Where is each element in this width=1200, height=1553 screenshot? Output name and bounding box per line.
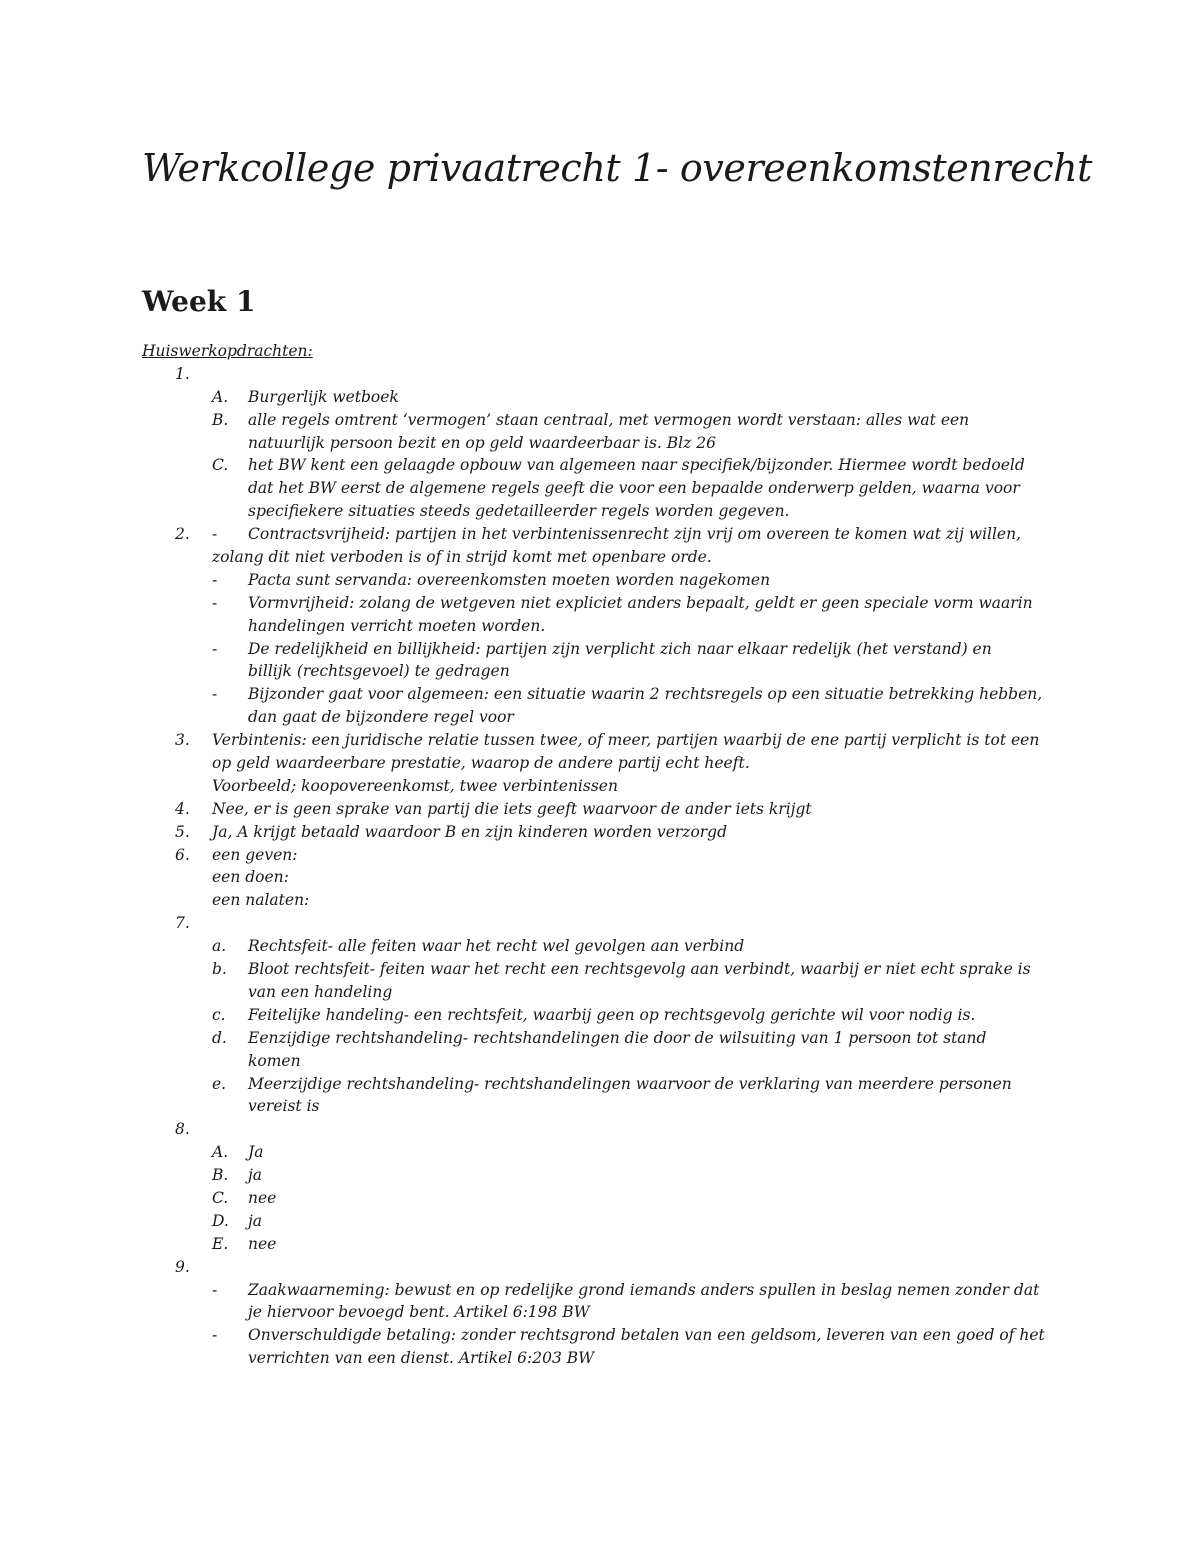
list-text: Onverschuldigde betaling: zonder rechtsgrond betalen van een geldsom, leveren van een goed of het xyxy=(248,1326,1045,1345)
list-text: je hiervoor bevoegd bent. Artikel 6:198 BW xyxy=(248,1303,590,1322)
answer-continued xyxy=(142,889,1072,912)
homework-heading xyxy=(142,340,1072,363)
list-item xyxy=(142,1004,1072,1027)
list-item xyxy=(142,1324,1072,1347)
answer-continued xyxy=(142,866,1072,889)
list-text-continued xyxy=(142,981,1072,1004)
answer-text: Contractsvrijheid: partijen in het verbintenissenrecht zijn vrij om overeen te komen wat zij willen, xyxy=(248,525,1022,544)
question-number: 4. xyxy=(175,799,190,818)
list-text: Feitelijke handeling- een rechtsfeit, waarbij geen op rechtsgevolg gerichte wil voor nodig is. xyxy=(248,1005,976,1024)
list-text: Zaakwaarneming: bewust en op redelijke grond iemands anders spullen in beslag nemen zonder dat xyxy=(248,1280,1040,1299)
answer-text: Voorbeeld; koopovereenkomst, twee verbintenissen xyxy=(212,776,618,795)
list-text: nee xyxy=(248,1234,277,1253)
list-marker: b. xyxy=(212,960,227,979)
answer-text: Verbintenis: een juridische relatie tussen twee, of meer, partijen waarbij de ene partij verplicht is tot een xyxy=(212,731,1040,750)
list-text: specifiekere situaties steeds gedetailleerder regels worden gegeven. xyxy=(248,502,790,521)
question-number: 9. xyxy=(175,1257,190,1276)
list-marker: - xyxy=(212,1326,218,1345)
question-number: 1. xyxy=(175,364,190,383)
list-text: ja xyxy=(248,1166,263,1185)
list-text-continued xyxy=(142,500,1072,523)
list-item xyxy=(142,569,1072,592)
list-item xyxy=(142,1279,1072,1302)
list-text: Meerzijdige rechtshandeling- rechtshandelingen waarvoor de verklaring van meerdere personen xyxy=(248,1074,1012,1093)
answer-text: een doen: xyxy=(212,868,289,887)
list-marker: C. xyxy=(212,456,229,475)
list-marker: - xyxy=(212,639,218,658)
answer-text: Nee, er is geen sprake van partij die iets geeft waarvoor de ander iets krijgt xyxy=(212,799,812,818)
list-item xyxy=(142,683,1072,706)
list-text-continued xyxy=(142,477,1072,500)
list-text-continued xyxy=(142,1347,1072,1370)
week-heading: Week 1 xyxy=(142,285,256,318)
list-text-continued xyxy=(142,660,1072,683)
list-marker: - xyxy=(212,570,218,589)
document-body xyxy=(142,340,1072,1370)
list-marker: A. xyxy=(212,387,229,406)
list-text-continued xyxy=(142,1301,1072,1324)
list-marker: a. xyxy=(212,937,227,956)
list-text: dat het BW eerst de algemene regels geeft die voor een bepaalde onderwerp gelden, waarna voor xyxy=(248,479,1020,498)
list-item xyxy=(142,935,1072,958)
list-item xyxy=(142,1073,1072,1096)
question-number: 8. xyxy=(175,1120,190,1139)
list-text: Rechtsfeit- alle feiten waar het recht wel gevolgen aan verbind xyxy=(248,937,745,956)
list-item xyxy=(142,386,1072,409)
answer-continued xyxy=(142,546,1072,569)
list-marker: C. xyxy=(212,1188,229,1207)
list-text: handelingen verricht moeten worden. xyxy=(248,616,546,635)
answer-text: zolang dit niet verboden is of in strijd komt met openbare orde. xyxy=(212,548,712,567)
list-text-continued xyxy=(142,432,1072,455)
question-1 xyxy=(142,363,1072,386)
question-5 xyxy=(142,821,1072,844)
list-marker: - xyxy=(212,1280,218,1299)
list-text: alle regels omtrent ‘vermogen’ staan centraal, met vermogen wordt verstaan: alles wat een xyxy=(248,410,970,429)
question-2 xyxy=(142,523,1072,546)
list-marker: - xyxy=(212,593,218,612)
list-text-continued xyxy=(142,615,1072,638)
list-item xyxy=(142,592,1072,615)
list-text: Bloot rechtsfeit- feiten waar het recht een rechtsgevolg aan verbindt, waarbij er niet echt sprake is xyxy=(248,960,1031,979)
list-text: Eenzijdige rechtshandeling- rechtshandelingen die door de wilsuiting van 1 persoon tot stand xyxy=(248,1028,987,1047)
list-text: Ja xyxy=(248,1143,264,1162)
list-item xyxy=(142,409,1072,432)
list-text: billijk (rechtsgevoel) te gedragen xyxy=(248,662,510,681)
list-item xyxy=(142,958,1072,981)
list-text: Vormvrijheid: zolang de wetgeven niet expliciet anders bepaalt, geldt er geen speciale vorm waarin xyxy=(248,593,1033,612)
list-text-continued xyxy=(142,706,1072,729)
answer-text: een nalaten: xyxy=(212,891,310,910)
list-marker: d. xyxy=(212,1028,227,1047)
list-marker: e. xyxy=(212,1074,227,1093)
question-6 xyxy=(142,844,1072,867)
list-marker: - xyxy=(212,685,218,704)
list-item xyxy=(142,1187,1072,1210)
document-title: Werkcollege privaatrecht 1- overeenkomstenrecht xyxy=(142,146,1093,190)
question-7 xyxy=(142,912,1072,935)
answer-continued xyxy=(142,775,1072,798)
list-text: verrichten van een dienst. Artikel 6:203 BW xyxy=(248,1349,595,1368)
answer-continued xyxy=(142,752,1072,775)
homework-label: Huiswerkopdrachten: xyxy=(142,342,313,360)
list-text: ja xyxy=(248,1211,263,1230)
list-marker: B. xyxy=(212,410,229,429)
list-text: nee xyxy=(248,1188,277,1207)
list-item xyxy=(142,1210,1072,1233)
list-item xyxy=(142,1164,1072,1187)
list-text: Bijzonder gaat voor algemeen: een situatie waarin 2 rechtsregels op een situatie betrekking hebben, xyxy=(248,685,1043,704)
list-marker: c. xyxy=(212,1005,226,1024)
question-9 xyxy=(142,1256,1072,1279)
list-marker: D. xyxy=(212,1211,229,1230)
list-text: dan gaat de bijzondere regel voor xyxy=(248,708,514,727)
list-text: komen xyxy=(248,1051,301,1070)
list-text: natuurlijk persoon bezit en op geld waardeerbaar is. Blz 26 xyxy=(248,433,716,452)
list-item xyxy=(142,454,1072,477)
question-number: 5. xyxy=(175,822,190,841)
list-text: Pacta sunt servanda: overeenkomsten moeten worden nagekomen xyxy=(248,570,771,589)
question-4 xyxy=(142,798,1072,821)
list-text: De redelijkheid en billijkheid: partijen zijn verplicht zich naar elkaar redelijk (het verstand) en xyxy=(248,639,992,658)
list-text-continued xyxy=(142,1050,1072,1073)
question-number: 7. xyxy=(175,914,190,933)
list-text: het BW kent een gelaagde opbouw van algemeen naar specifiek/bijzonder. Hiermee wordt bedoeld xyxy=(248,456,1025,475)
question-number: 3. xyxy=(175,731,190,750)
answer-text: Ja, A krijgt betaald waardoor B en zijn kinderen worden verzorgd xyxy=(212,822,728,841)
list-item xyxy=(142,1027,1072,1050)
list-text: Burgerlijk wetboek xyxy=(248,387,399,406)
list-item xyxy=(142,1141,1072,1164)
list-marker: - xyxy=(212,525,218,544)
list-text: van een handeling xyxy=(248,982,393,1001)
answer-text: op geld waardeerbare prestatie, waarop de andere partij echt heeft. xyxy=(212,754,750,773)
list-text-continued xyxy=(142,1095,1072,1118)
question-3 xyxy=(142,729,1072,752)
list-marker: E. xyxy=(212,1234,229,1253)
answer-text: een geven: xyxy=(212,845,298,864)
list-item xyxy=(142,638,1072,661)
list-marker: B. xyxy=(212,1166,229,1185)
question-number: 2. xyxy=(175,525,190,544)
list-marker: A. xyxy=(212,1143,229,1162)
list-text: vereist is xyxy=(248,1097,320,1116)
question-number: 6. xyxy=(175,845,190,864)
list-item xyxy=(142,1233,1072,1256)
question-8 xyxy=(142,1118,1072,1141)
